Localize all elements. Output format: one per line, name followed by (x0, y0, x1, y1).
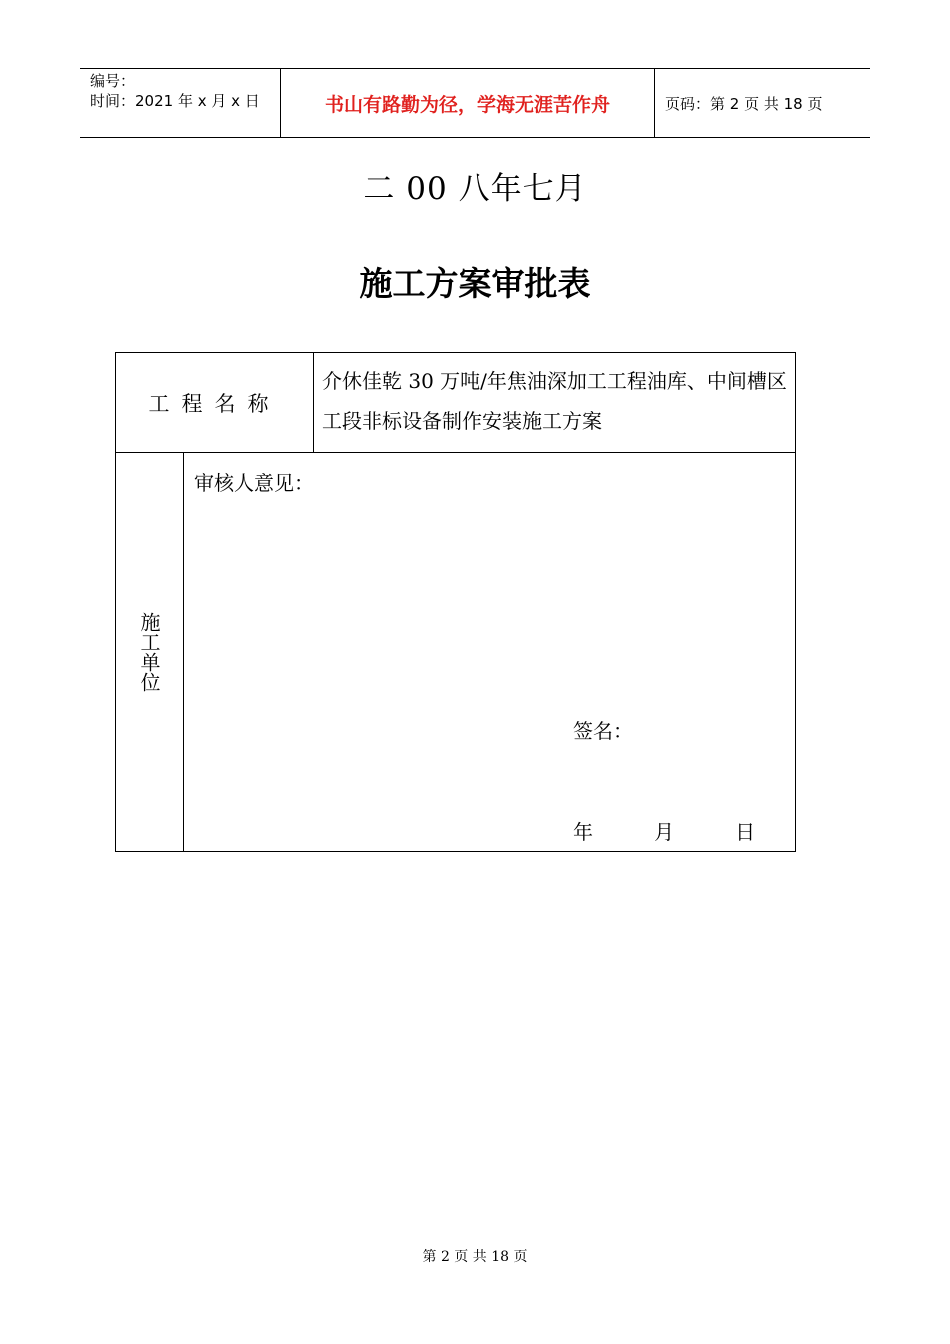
approval-form (115, 352, 796, 852)
project-name-value: 介休佳乾 30 万吨/年焦油深加工工程油库、中间槽区工段非标设备制作安装施工方案 (322, 369, 787, 433)
project-row (116, 353, 795, 453)
construction-unit-cell (116, 453, 184, 851)
header-page-info: 页码：第 2 页 共 18 页 (665, 94, 823, 113)
number-label: 编号： (90, 72, 136, 90)
page-header (80, 68, 870, 138)
signature-label: 签名： (573, 719, 633, 743)
header-motto: 书山有路勤为径，学海无涯苦作舟 (281, 69, 655, 137)
page-footer: 第 2 页 共 18 页 (422, 1249, 528, 1265)
header-meta (80, 69, 281, 137)
document-title: 施工方案审批表 (359, 264, 591, 303)
date-line: 二 00 八年七月 (363, 171, 587, 207)
time-label: 时间：2021 年 x 月 x 日 (90, 92, 260, 110)
reviewer-opinion-label: 审核人意见： (194, 471, 314, 495)
project-name-label: 工程名称 (116, 353, 314, 452)
construction-unit-label: 施工单位 (137, 612, 161, 692)
date-fill-label: 年 月 日 (573, 820, 756, 844)
